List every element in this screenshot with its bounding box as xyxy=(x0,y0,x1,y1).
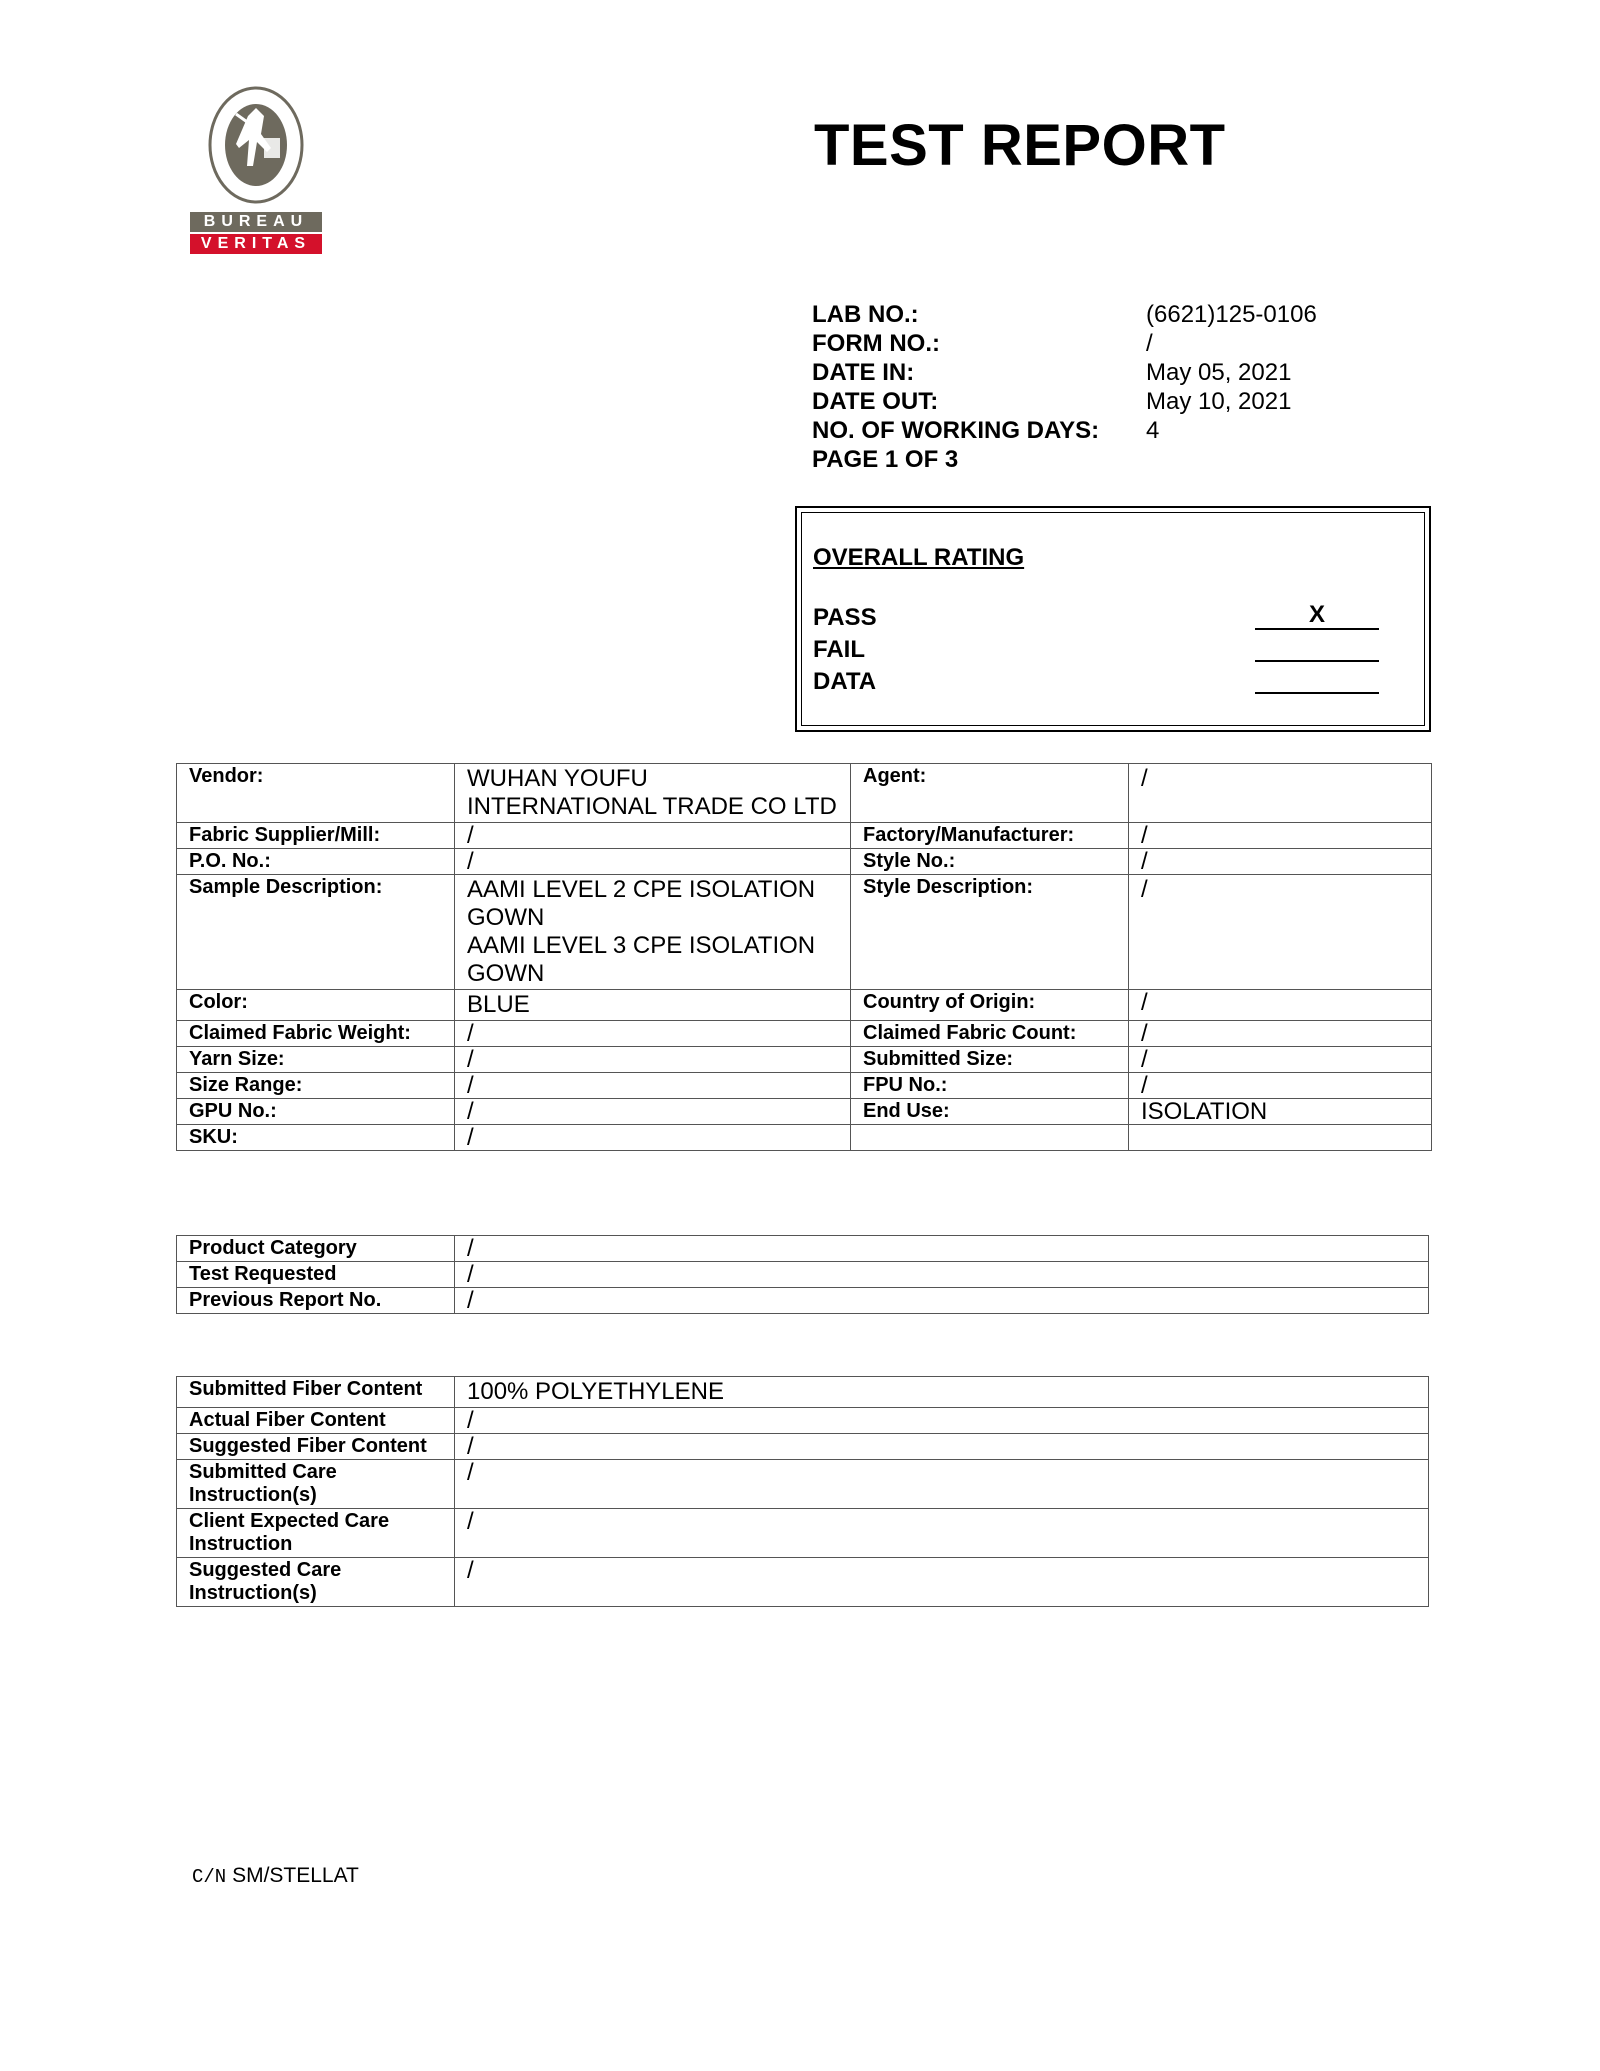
table-row xyxy=(177,1288,1429,1314)
gpu-label: GPU No.: xyxy=(177,1099,455,1125)
sku-value: / xyxy=(455,1125,851,1151)
info-label: FORM NO.: xyxy=(812,330,940,357)
footer-cn xyxy=(192,1864,359,1888)
fiber-label: Actual Fiber Content xyxy=(177,1408,455,1434)
info-value: / xyxy=(1146,330,1153,357)
info-value: May 10, 2021 xyxy=(1146,388,1292,415)
fiber-value: 100% POLYETHYLENE xyxy=(455,1377,1429,1408)
fabric-supplier-label: Fabric Supplier/Mill: xyxy=(177,823,455,849)
table-row xyxy=(177,1047,1432,1073)
fiber-value: / xyxy=(455,1408,1429,1434)
end-use-label: End Use: xyxy=(851,1099,1129,1125)
details-table xyxy=(176,763,1432,1151)
style-no-value: / xyxy=(1129,849,1432,875)
rating-mark-data xyxy=(1255,666,1379,694)
care-label: Suggested Care Instruction(s) xyxy=(177,1558,455,1607)
product-label: Previous Report No. xyxy=(177,1288,455,1314)
cn-label: C/N xyxy=(192,1866,227,1888)
yarn-size-value: / xyxy=(455,1047,851,1073)
table-row xyxy=(177,764,1432,823)
table-row xyxy=(177,1125,1432,1151)
rating-mark-pass: X xyxy=(1255,602,1379,630)
fpu-value: / xyxy=(1129,1073,1432,1099)
product-table xyxy=(176,1235,1429,1314)
style-description-value: / xyxy=(1129,875,1432,990)
factory-value: / xyxy=(1129,823,1432,849)
table-row xyxy=(177,849,1432,875)
table-row xyxy=(177,990,1432,1021)
sample-description-value xyxy=(455,875,851,990)
size-range-value: / xyxy=(455,1073,851,1099)
agent-label: Agent: xyxy=(851,764,1129,823)
care-label: Client Expected Care Instruction xyxy=(177,1509,455,1558)
cn-value: SM/STELLAT xyxy=(232,1864,359,1887)
end-use-value: ISOLATION xyxy=(1129,1099,1432,1125)
fabric-weight-label: Claimed Fabric Weight: xyxy=(177,1021,455,1047)
style-description-label: Style Description: xyxy=(851,875,1129,990)
gpu-value: / xyxy=(455,1099,851,1125)
fiber-label: Suggested Fiber Content xyxy=(177,1434,455,1460)
logo-band-top: BUREAU xyxy=(190,212,322,232)
style-no-label: Style No.: xyxy=(851,849,1129,875)
fiber-label: Submitted Fiber Content xyxy=(177,1377,455,1408)
page-title: TEST REPORT xyxy=(814,113,1226,178)
table-row xyxy=(177,1236,1429,1262)
product-label: Test Requested xyxy=(177,1262,455,1288)
vendor-value: WUHAN YOUFU INTERNATIONAL TRADE CO LTD xyxy=(455,764,851,823)
color-label: Color: xyxy=(177,990,455,1021)
care-label: Submitted Care Instruction(s) xyxy=(177,1460,455,1509)
fabric-weight-value: / xyxy=(455,1021,851,1047)
table-row xyxy=(177,875,1432,990)
logo-band-bottom: VERITAS xyxy=(190,234,322,254)
care-value: / xyxy=(455,1558,1429,1607)
info-label: NO. OF WORKING DAYS: xyxy=(812,417,1100,444)
overall-rating-box xyxy=(795,506,1431,732)
info-label: DATE IN: xyxy=(812,359,915,386)
table-row xyxy=(177,1377,1429,1408)
yarn-size-label: Yarn Size: xyxy=(177,1047,455,1073)
empty-cell xyxy=(1129,1125,1432,1151)
country-of-origin-label: Country of Origin: xyxy=(851,990,1129,1021)
size-range-label: Size Range: xyxy=(177,1073,455,1099)
product-label: Product Category xyxy=(177,1236,455,1262)
bureau-veritas-logo xyxy=(186,86,326,258)
info-value: May 05, 2021 xyxy=(1146,359,1292,386)
table-row xyxy=(177,1460,1429,1509)
po-label: P.O. No.: xyxy=(177,849,455,875)
info-label: DATE OUT: xyxy=(812,388,939,415)
product-value: / xyxy=(455,1262,1429,1288)
submitted-size-value: / xyxy=(1129,1047,1432,1073)
rating-label-pass: PASS xyxy=(813,604,877,631)
sample-description-line: AAMI LEVEL 2 CPE ISOLATION GOWN xyxy=(467,876,816,931)
fpu-label: FPU No.: xyxy=(851,1073,1129,1099)
sample-description-line: AAMI LEVEL 3 CPE ISOLATION GOWN xyxy=(467,932,816,987)
rating-label-data: DATA xyxy=(813,668,877,695)
fiber-value: / xyxy=(455,1434,1429,1460)
table-row xyxy=(177,1021,1432,1047)
rating-label-fail: FAIL xyxy=(813,636,865,663)
product-value: / xyxy=(455,1288,1429,1314)
info-label: PAGE 1 OF 3 xyxy=(812,446,959,473)
product-value: / xyxy=(455,1236,1429,1262)
info-label: LAB NO.: xyxy=(812,301,919,328)
rating-title: OVERALL RATING xyxy=(813,544,1025,571)
fabric-supplier-value: / xyxy=(455,823,851,849)
factory-label: Factory/Manufacturer: xyxy=(851,823,1129,849)
table-row xyxy=(177,1434,1429,1460)
table-row xyxy=(177,1509,1429,1558)
empty-cell xyxy=(851,1125,1129,1151)
info-value: 4 xyxy=(1146,417,1160,444)
sku-label: SKU: xyxy=(177,1125,455,1151)
vendor-label: Vendor: xyxy=(177,764,455,823)
table-row xyxy=(177,1408,1429,1434)
fabric-count-label: Claimed Fabric Count: xyxy=(851,1021,1129,1047)
table-row xyxy=(177,1558,1429,1607)
table-row xyxy=(177,823,1432,849)
sample-description-label: Sample Description: xyxy=(177,875,455,990)
country-of-origin-value: / xyxy=(1129,990,1432,1021)
info-value: (6621)125-0106 xyxy=(1146,301,1317,328)
po-value: / xyxy=(455,849,851,875)
seal-icon xyxy=(208,86,304,204)
fiber-care-table xyxy=(176,1376,1429,1607)
agent-value: / xyxy=(1129,764,1432,823)
care-value: / xyxy=(455,1460,1429,1509)
submitted-size-label: Submitted Size: xyxy=(851,1047,1129,1073)
color-value: BLUE xyxy=(455,990,851,1021)
table-row xyxy=(177,1262,1429,1288)
care-value: / xyxy=(455,1509,1429,1558)
table-row xyxy=(177,1099,1432,1125)
table-row xyxy=(177,1073,1432,1099)
fabric-count-value: / xyxy=(1129,1021,1432,1047)
rating-mark-fail xyxy=(1255,634,1379,662)
